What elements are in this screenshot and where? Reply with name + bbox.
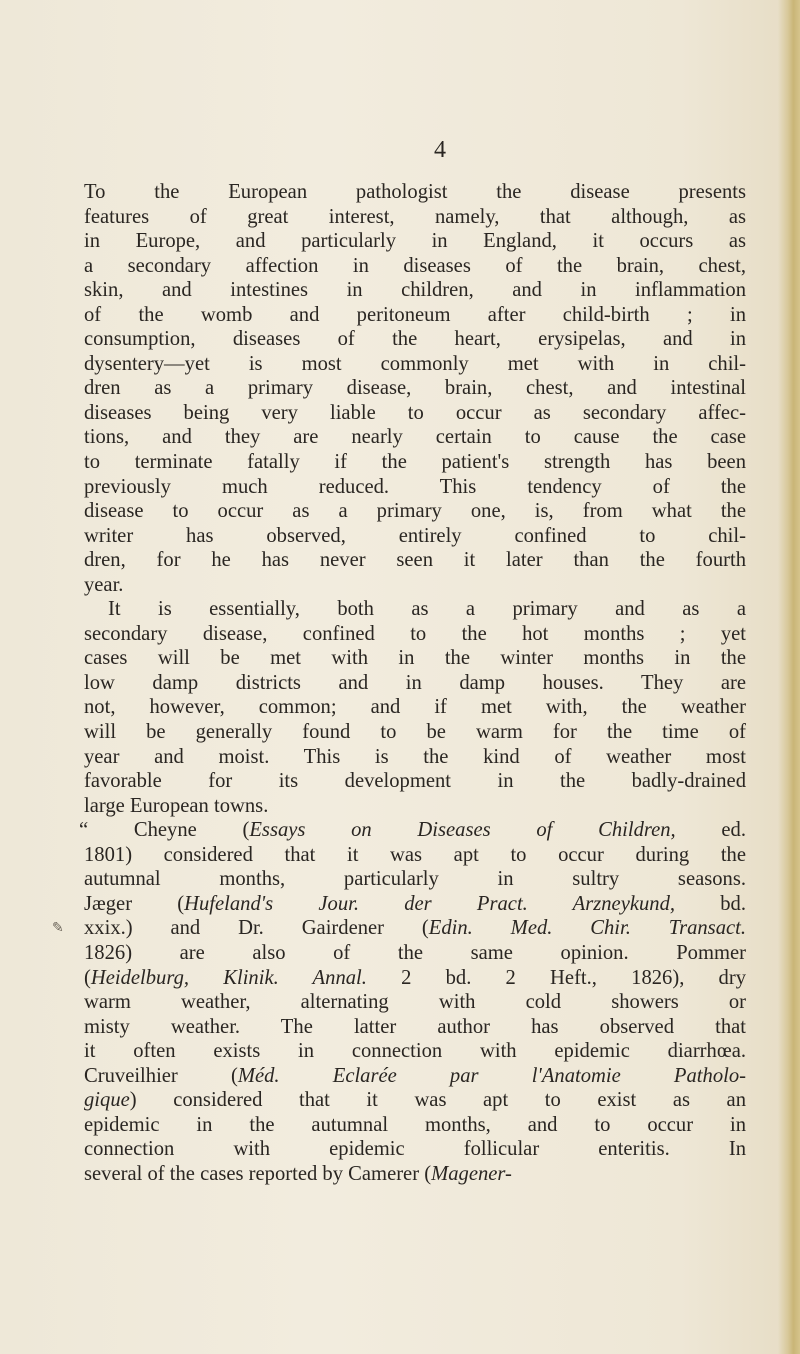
text-line: features of great interest, namely, that although, as	[84, 205, 746, 228]
text-line: it often exists in connection with epidemic diarrhœa.	[84, 1040, 746, 1063]
text-line: gique) considered that it was apt to exist as an	[84, 1089, 746, 1112]
text-line: dren as a primary disease, brain, chest, and intestinal	[84, 377, 746, 400]
italic-citation: Essays on Diseases of Children,	[249, 819, 676, 842]
text-line: to terminate fatally if the patient's strength has been	[84, 451, 746, 474]
text-line: It is essentially, both as a primary and as a	[108, 598, 746, 621]
text-line: several of the cases reported by Camerer (Magener-	[84, 1162, 512, 1185]
text-line: tions, and they are nearly certain to cause the case	[84, 426, 746, 449]
italic-citation: gique	[84, 1089, 130, 1112]
text-line: will be generally found to be warm for the time of	[84, 721, 746, 744]
text-line: low damp districts and in damp houses. They are	[84, 671, 746, 694]
text-line: To the European pathologist the disease presents	[84, 181, 746, 203]
text-line: year and moist. This is the kind of weather most	[84, 745, 746, 768]
italic-citation: Heidelburg, Klinik. Annal.	[90, 966, 367, 989]
text-line: large European towns.	[84, 794, 269, 817]
text-line: consumption, diseases of the heart, erysipelas, and in	[84, 328, 746, 351]
text-line: previously much reduced. This tendency of the	[84, 475, 746, 498]
text-line: cases will be met with in the winter months in the	[84, 647, 746, 670]
text-line: dren, for he has never seen it later than the fourth	[84, 549, 746, 572]
text-line: connection with epidemic follicular enteritis. In	[84, 1138, 746, 1161]
text-line: autumnal months, particularly in sultry seasons.	[84, 868, 746, 891]
text-line: a secondary affection in diseases of the brain, chest,	[84, 254, 746, 277]
page-edge-shadow	[778, 0, 800, 1354]
text-line: misty weather. The latter author has observed that	[84, 1015, 746, 1038]
text-line: not, however, common; and if met with, the weather	[84, 696, 746, 719]
text-line: 1826) are also of the same opinion. Pommer	[84, 941, 746, 964]
text-line: in Europe, and particularly in England, it occurs as	[84, 230, 746, 253]
text-line: epidemic in the autumnal months, and to occur in	[84, 1113, 746, 1136]
text-line: skin, and intestines in children, and in inflammation	[84, 279, 746, 302]
text-line: of the womb and peritoneum after child-birth ; in	[84, 303, 746, 326]
text-line: “ Cheyne (Essays on Diseases of Children, ed.	[79, 819, 747, 842]
text-line: 1801) considered that it was apt to occur during the	[84, 843, 746, 866]
margin-mark-icon: ✎	[52, 921, 64, 936]
italic-citation: Méd. Eclarée par l'Anatomie Patholo-	[237, 1064, 746, 1087]
text-line: writer has observed, entirely confined to chil-	[84, 524, 746, 547]
text-line: diseases being very liable to occur as secondary affec-	[84, 401, 746, 424]
text-line: Cruveilhier (Méd. Eclarée par l'Anatomie Patholo-	[84, 1064, 746, 1087]
text-line: secondary disease, confined to the hot months ; yet	[84, 622, 746, 645]
text-line: Jæger (Hufeland's Jour. der Pract. Arzneykund, bd.	[84, 892, 746, 915]
italic-citation: Edin. Med. Chir. Transact.	[428, 917, 747, 940]
text-line: dysentery—yet is most commonly met with in chil-	[84, 352, 746, 375]
italic-citation: Hufeland's Jour. der Pract. Arzneykund,	[184, 892, 676, 915]
text-line: (Heidelburg, Klinik. Annal. 2 bd. 2 Heft., 1826), dry	[84, 966, 746, 989]
text-line: favorable for its development in the badly-drained	[84, 770, 746, 793]
text-line: warm weather, alternating with cold showers or	[84, 991, 746, 1014]
page-number: 4	[434, 137, 446, 163]
italic-citation: Magener-	[431, 1162, 512, 1185]
body-text	[79, 180, 747, 1186]
text-line: xxix.) and Dr. Gairdener (Edin. Med. Chir. Transact.	[84, 917, 747, 940]
text-line: year.	[84, 573, 124, 596]
text-line: disease to occur as a primary one, is, from what the	[84, 500, 746, 523]
